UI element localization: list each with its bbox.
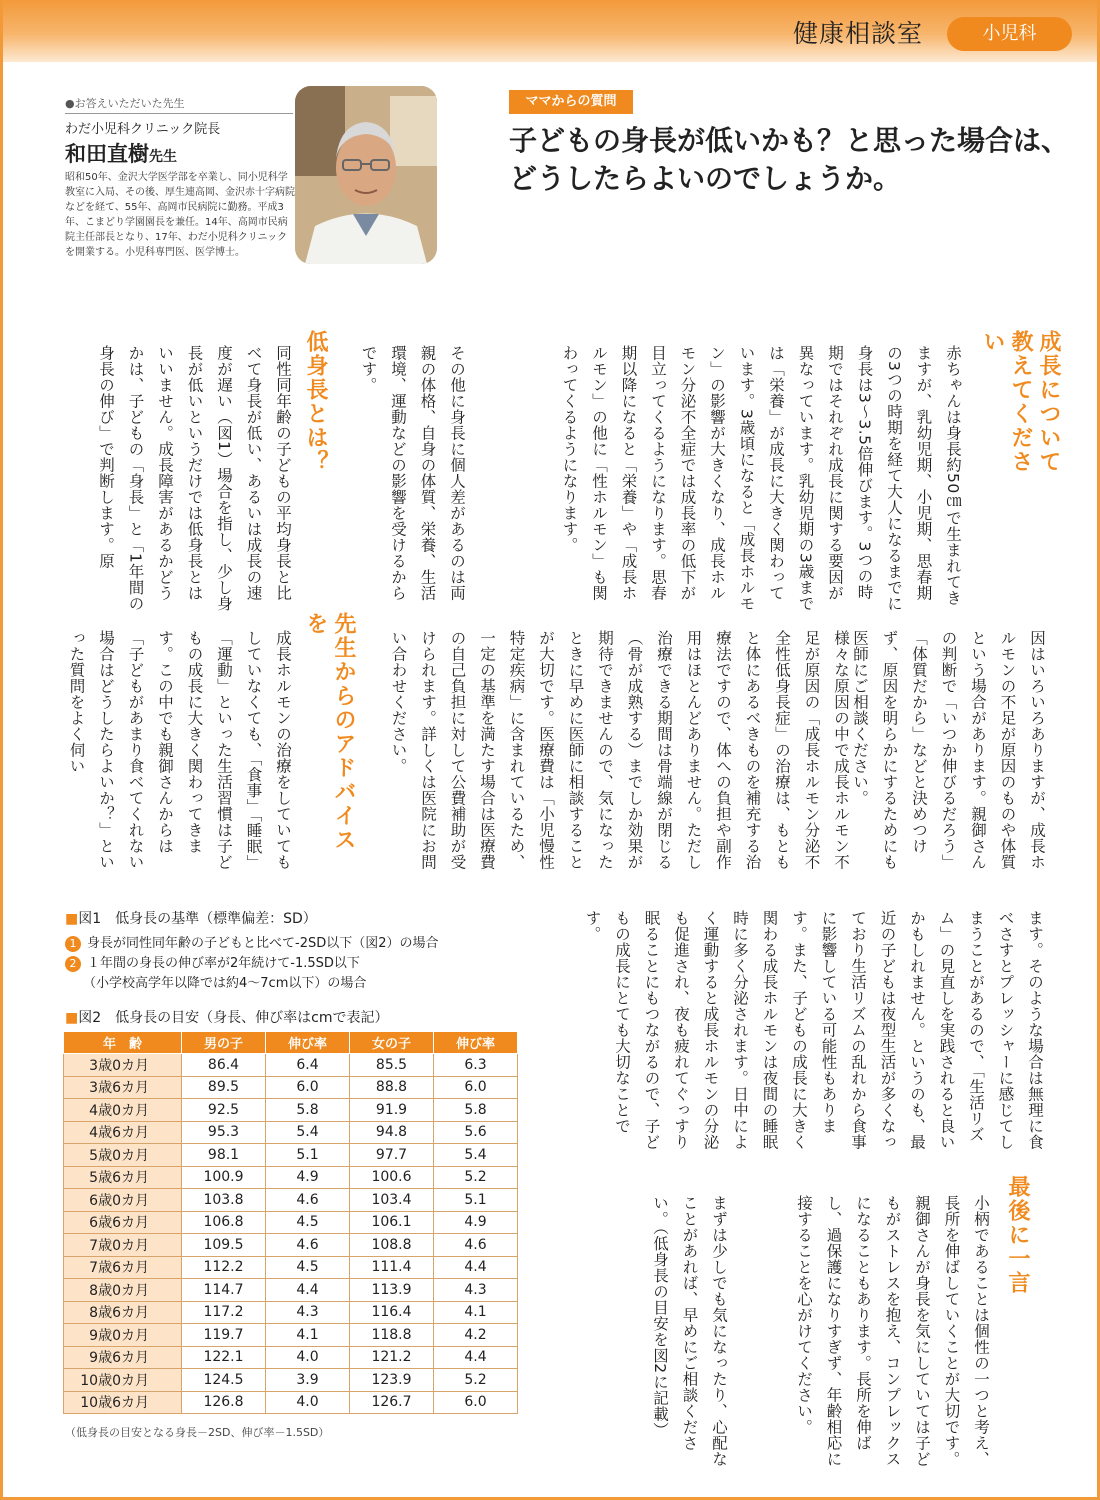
table-row bbox=[64, 1211, 518, 1234]
table-cell-value: 6.0 bbox=[434, 1391, 518, 1414]
table-cell-value: 5.8 bbox=[434, 1099, 518, 1122]
table-cell-value: 5.1 bbox=[434, 1189, 518, 1212]
table-header-row bbox=[64, 1032, 518, 1054]
table-row bbox=[64, 1144, 518, 1167]
table-row bbox=[64, 1279, 518, 1302]
figure1-title-text: 図1 低身長の基準（標準偏差：SD） bbox=[78, 911, 317, 927]
question-title: 子どもの身長が低いかも？と思った場合は、どうしたらよいのでしょうか。 bbox=[509, 124, 1070, 195]
table-cell-value: 122.1 bbox=[182, 1346, 266, 1369]
table-cell-value: 4.6 bbox=[266, 1189, 350, 1212]
table-cell-age: 5歳0カ月 bbox=[64, 1144, 182, 1167]
text-advice: 成長ホルモンの治療をしていてもしていなくても、「食事」「睡眠」「運動」といった生活習慣は子どもの成長に大きく関わってきます。この中でも親御さんからは「子どもがあまり食べてくれない場合はどうしたらよいか？」といった質問をよく伺い bbox=[67, 630, 292, 871]
heading-short-stature: 低身長とは？ bbox=[303, 330, 328, 474]
table-row bbox=[64, 1301, 518, 1324]
text-last-word-2: まずは少しでも気になったり、心配なことがあれば、早めにご相談ください。（低身長の目安を図2に記載） bbox=[651, 1195, 728, 1467]
header-band bbox=[3, 0, 1100, 62]
heading-growth: 成長について教えてください bbox=[980, 330, 1061, 474]
table-cell-value: 94.8 bbox=[350, 1121, 434, 1144]
table-cell-age: 10歳6カ月 bbox=[64, 1391, 182, 1414]
table-row bbox=[64, 1076, 518, 1099]
doctor-bio: 昭和50年、金沢大学医学部を卒業し、同小児科学教室に入局、その後、厚生連高岡、金沢赤十字病院などを経て、55年、高岡市民病院に勤務。平成3年、こまどり学園園長を兼任。14年、高岡市民病院主任部長となり、17年、わだ小児科クリニックを開業する。小児科専門医、医学博士。 bbox=[65, 172, 295, 258]
table-row bbox=[64, 1391, 518, 1414]
table-cell-value: 114.7 bbox=[182, 1279, 266, 1302]
table-cell-value: 126.7 bbox=[350, 1391, 434, 1414]
table-cell-value: 4.4 bbox=[434, 1346, 518, 1369]
table-cell-value: 5.8 bbox=[266, 1099, 350, 1122]
table-cell-value: 118.8 bbox=[350, 1324, 434, 1347]
table-cell-value: 4.4 bbox=[266, 1279, 350, 1302]
table-cell-value: 4.1 bbox=[434, 1301, 518, 1324]
doctor-photo-illustration bbox=[295, 86, 437, 264]
table-cell-value: 100.9 bbox=[182, 1166, 266, 1189]
table-cell-value: 123.9 bbox=[350, 1369, 434, 1392]
table-cell-age: 3歳0カ月 bbox=[64, 1054, 182, 1077]
table-row bbox=[64, 1256, 518, 1279]
table-cell-value: 4.9 bbox=[434, 1211, 518, 1234]
table-cell-value: 111.4 bbox=[350, 1256, 434, 1279]
table-cell-value: 98.1 bbox=[182, 1144, 266, 1167]
table-cell-age: 9歳6カ月 bbox=[64, 1346, 182, 1369]
table-cell-value: 121.2 bbox=[350, 1346, 434, 1369]
table-cell-value: 103.4 bbox=[350, 1189, 434, 1212]
doctor-name bbox=[65, 138, 177, 168]
criterion-1-text: 身長が同性同年齢の子どもと比べて-2SD以下（図2）の場合 bbox=[87, 936, 439, 951]
text-treatment: 様々な原因の中で成長ホルモン不足が原因の「成長ホルモン分泌不全性低身長症」の治療は、もともと体にあるべきものを補充する治療法ですので、体への負担や副作用はほとんどありません。ただし治療できる期間は骨端線が閉じる（骨が成熟する）までしか効果が期待できませんので、気になったときに早めに医師に相談することが大切です。医療費は「小児慢性特定疾病」に含まれているため、一定の基準を満たす場合は医療費の自己負担に対して公費補助が受けられます。詳しくは医院にお問い合わせください。 bbox=[389, 630, 850, 870]
table-cell-value: 4.3 bbox=[266, 1301, 350, 1324]
doctor-name-text: 和田直樹 bbox=[65, 142, 149, 166]
figure2-title: ■図2 低身長の目安（身長、伸び率はcmで表記） bbox=[65, 1010, 389, 1026]
doctor-photo bbox=[295, 86, 437, 264]
table-cell-value: 5.2 bbox=[434, 1369, 518, 1392]
table-cell-value: 4.2 bbox=[434, 1324, 518, 1347]
table-cell-value: 117.2 bbox=[182, 1301, 266, 1324]
table-cell-value: 5.4 bbox=[434, 1144, 518, 1167]
doctor-label: ●お答えいただいた先生 bbox=[65, 97, 185, 110]
header-boys-growth: 伸び率 bbox=[266, 1032, 350, 1054]
table-cell-age: 10歳0カ月 bbox=[64, 1369, 182, 1392]
table-cell-value: 4.5 bbox=[266, 1256, 350, 1279]
table-cell-value: 4.6 bbox=[266, 1234, 350, 1257]
table-cell-value: 109.5 bbox=[182, 1234, 266, 1257]
table-cell-value: 4.4 bbox=[434, 1256, 518, 1279]
header-girls-growth: 伸び率 bbox=[434, 1032, 518, 1054]
table-cell-value: 112.2 bbox=[182, 1256, 266, 1279]
table-cell-age: 7歳0カ月 bbox=[64, 1234, 182, 1257]
table-body bbox=[64, 1054, 518, 1414]
table-cell-value: 97.7 bbox=[350, 1144, 434, 1167]
table-cell-value: 108.8 bbox=[350, 1234, 434, 1257]
text-growth-2: その他に身長に個人差があるのは両親の体格、自身の体質、栄養、生活環境、運動などの影響を受けるからです。 bbox=[359, 345, 466, 601]
table-cell-value: 89.5 bbox=[182, 1076, 266, 1099]
criterion-2-text: １年間の身長の伸び率が2年続けて-1.5SD以下 bbox=[87, 956, 360, 971]
table-row bbox=[64, 1234, 518, 1257]
table-cell-value: 6.0 bbox=[434, 1076, 518, 1099]
heading-advice: 先生からのアドバイスを bbox=[303, 612, 356, 852]
table-cell-value: 85.5 bbox=[350, 1054, 434, 1077]
question-badge: ママからの質問 bbox=[509, 90, 633, 114]
table-cell-value: 6.3 bbox=[434, 1054, 518, 1077]
table-row bbox=[64, 1054, 518, 1077]
table-cell-age: 7歳6カ月 bbox=[64, 1256, 182, 1279]
table-row bbox=[64, 1324, 518, 1347]
table-cell-value: 4.5 bbox=[266, 1211, 350, 1234]
table-row bbox=[64, 1369, 518, 1392]
table-cell-age: 4歳0カ月 bbox=[64, 1099, 182, 1122]
section-title: 健康相談室 bbox=[793, 19, 924, 48]
table-cell-value: 100.6 bbox=[350, 1166, 434, 1189]
table-cell-value: 6.4 bbox=[266, 1054, 350, 1077]
table-cell-value: 4.6 bbox=[434, 1234, 518, 1257]
criterion-2-note: （小学校高学年以降では約4〜7cm以下）の場合 bbox=[83, 976, 367, 991]
header-age: 年 齢 bbox=[64, 1032, 182, 1054]
table-cell-value: 106.1 bbox=[350, 1211, 434, 1234]
header-girls: 女の子 bbox=[350, 1032, 434, 1054]
table-cell-value: 5.4 bbox=[266, 1121, 350, 1144]
table-cell-value: 113.9 bbox=[350, 1279, 434, 1302]
table-cell-age: 6歳6カ月 bbox=[64, 1211, 182, 1234]
header-boys: 男の子 bbox=[182, 1032, 266, 1054]
text-last-word: 小柄であることは個性の一つと考え、長所を伸ばしていくことが大切です。親御さんが身長を気にしていては子どもがストレスを抱え、コンプレックスになることもあります。長所を伸ばし、過保護になりすぎず、年齢相応に接することを心がけてください。 bbox=[795, 1195, 990, 1467]
table-cell-value: 91.9 bbox=[350, 1099, 434, 1122]
table-cell-age: 6歳0カ月 bbox=[64, 1189, 182, 1212]
table-cell-value: 5.1 bbox=[266, 1144, 350, 1167]
table-cell-value: 6.0 bbox=[266, 1076, 350, 1099]
department-badge: 小児科 bbox=[947, 17, 1072, 51]
table-cell-age: 5歳6カ月 bbox=[64, 1166, 182, 1189]
table-row bbox=[64, 1346, 518, 1369]
table-cell-age: 4歳6カ月 bbox=[64, 1121, 182, 1144]
table-cell-value: 88.8 bbox=[350, 1076, 434, 1099]
doctor-name-suffix: 先生 bbox=[149, 149, 177, 165]
table-row bbox=[64, 1166, 518, 1189]
number-badge: 2 bbox=[65, 956, 81, 972]
table-cell-value: 4.0 bbox=[266, 1346, 350, 1369]
table-row bbox=[64, 1121, 518, 1144]
table-cell-value: 95.3 bbox=[182, 1121, 266, 1144]
table-cell-value: 119.7 bbox=[182, 1324, 266, 1347]
table-cell-age: 8歳0カ月 bbox=[64, 1279, 182, 1302]
heading-last-word: 最後に一言 bbox=[1005, 1175, 1030, 1295]
table-cell-value: 4.3 bbox=[434, 1279, 518, 1302]
table-cell-age: 3歳6カ月 bbox=[64, 1076, 182, 1099]
text-advice-2: ます。そのような場合は無理に食べさすとプレッシャーに感じてしまうことがあるので、「生活リズム」の見直しを実践されると良いかもしれません。というのも、最近の子どもは夜型生活が多くなっており生活リズムの乱れから食事に影響している可能性もあります。また、子どもの成長に大きく関わる成長ホルモンは夜間の睡眠時に多く分泌されます。日中によく運動すると成長ホルモンの分泌も促進され、夜も疲れてぐっすり眠ることにもつながるので、子どもの成長にとても大切なことです。 bbox=[583, 910, 1044, 1150]
table-cell-age: 8歳6カ月 bbox=[64, 1301, 182, 1324]
table-row bbox=[64, 1099, 518, 1122]
table-cell-value: 126.8 bbox=[182, 1391, 266, 1414]
divider bbox=[65, 113, 293, 114]
table-cell-age: 9歳0カ月 bbox=[64, 1324, 182, 1347]
figure2-title-text: 図2 低身長の目安（身長、伸び率はcmで表記） bbox=[78, 1010, 389, 1026]
table-cell-value: 124.5 bbox=[182, 1369, 266, 1392]
table-cell-value: 5.2 bbox=[434, 1166, 518, 1189]
table-cell-value: 3.9 bbox=[266, 1369, 350, 1392]
table-cell-value: 106.8 bbox=[182, 1211, 266, 1234]
table-note: （低身長の目安となる身長－2SD、伸び率－1.5SD） bbox=[65, 1426, 330, 1439]
criterion-1 bbox=[65, 932, 439, 952]
table-cell-value: 103.8 bbox=[182, 1189, 266, 1212]
table-cell-value: 5.6 bbox=[434, 1121, 518, 1144]
text-growth: 赤ちゃんは身長約50㎝で生まれてきますが、乳幼児期、小児期、思春期の3つの時期を経て大人になるまでに身長は3〜3.5倍伸びます。3つの時期ではそれぞれ成長に関する要因が異なっています。乳幼児期の3歳までは「栄養」が成長に大きく関わっています。3歳頃になると「成長ホルモン」の影響が大きくなり、成長ホルモン分泌不全症では成長率の低下が目立ってくるようになります。思春期以降になると「栄養」や「成長ホルモン」の他に「性ホルモン」も関わってくるようになります。 bbox=[560, 345, 962, 612]
doctor-clinic: わだ小児科クリニック院長 bbox=[65, 122, 221, 137]
table-cell-value: 4.9 bbox=[266, 1166, 350, 1189]
growth-table bbox=[63, 1031, 518, 1414]
text-cause: 因はいろいろありますが、成長ホルモンの不足が原因のものや体質という場合があります。親御さんの判断で「いつか伸びるだろう」「体質だから」などと決めつけず、原因を明らかにするためにも医師にご相談ください。 bbox=[851, 630, 1046, 870]
figure1-title: ■図1 低身長の基準（標準偏差：SD） bbox=[65, 911, 317, 927]
table-row bbox=[64, 1189, 518, 1212]
table-cell-value: 4.1 bbox=[266, 1324, 350, 1347]
table-cell-value: 92.5 bbox=[182, 1099, 266, 1122]
table-cell-value: 116.4 bbox=[350, 1301, 434, 1324]
text-short-stature: 同性同年齢の子どもの平均身長と比べて身長が低い、あるいは成長の速度が遅い（図1）場合を指し、少し身長が低いというだけでは低身長とはいいません。成長障害があるかどうかは、子どもの「身長」と「1年間の身長の伸び」で判断します。原 bbox=[97, 345, 292, 612]
criterion-2 bbox=[65, 952, 360, 972]
table-cell-value: 4.0 bbox=[266, 1391, 350, 1414]
number-badge: 1 bbox=[65, 936, 81, 952]
table-cell-value: 86.4 bbox=[182, 1054, 266, 1077]
